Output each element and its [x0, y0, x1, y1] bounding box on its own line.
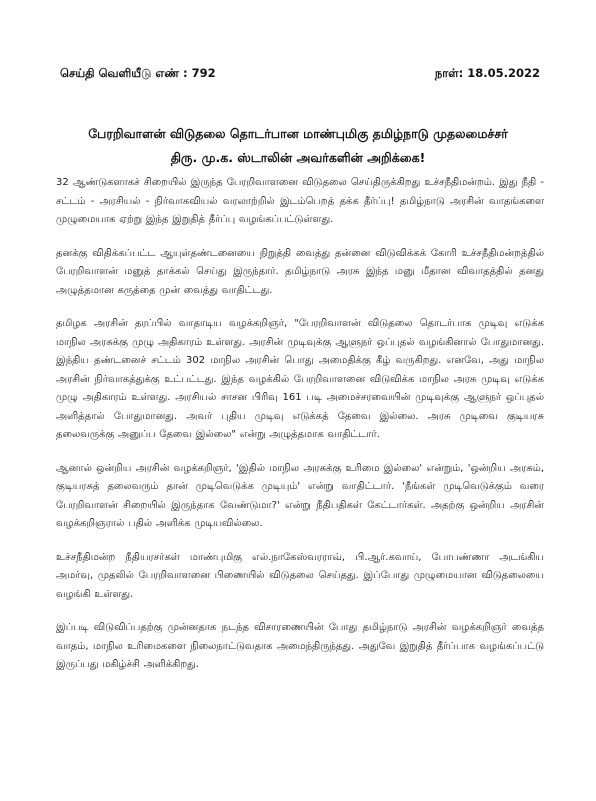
paragraph-2: தனக்கு விதிக்கப்பட்ட ஆயுள்தண்டனையை நிறுத்தி வைத்து தன்னை விடுவிக்கக் கோரி உச்சநீதிமன்றத்தில் பேரறிவாளன் மனுத் தாக்கல் செய்து இருந்தார். தமிழ்நாடு அரசு இந்த மனு மீதான விவாதத்தில் தனது அழுத்தமான கருத்தை முன் வைத்து வாதிட்டது. [56, 247, 544, 296]
release-header [60, 66, 540, 86]
release-date: நாள்: 18.05.2022 [434, 66, 540, 80]
paragraph-3: தமிழக அரசின் தரப்பில் வாதாடிய வழக்கறிஞர், "பேரறிவாளன் விடுதலை தொடர்பாக முடிவு எடுக்க மாநில அரசுக்கு முழு அதிகாரம் உள்ளது. அரசின் முடிவுக்கு ஆளுநர் ஒப்புதல் வழங்கினால் போதுமானது. இந்திய தண்டனைச் சட்டம் 302 மாநில அரசின் பொது அமைதிக்கு கீழ் வருகிறது. எனவே, அது மாநில அரசின் நிர்வாகத்துக்கு உட்பட்டது. இந்த வழக்கில் பேரறிவாளனை விடுவிக்க மாநில அரசு முடிவு எடுக்க முழு அதிகாரம் உள்ளது. அரசியல் சாசன பிரிவு 161 படி அமைச்சரவையின் முடிவுக்கு ஆளுநர் ஒப்புதல் அளித்தால் போதுமானது. அவர் புதிய முடிவு எடுக்கத் தேவை இல்லை. அரசு முடிவை குடியரசு தலைவருக்கு அனுப்ப தேவை இல்லை" என்று அழுத்தமாக வாதிட்டார். [56, 318, 544, 440]
paragraph-1: 32 ஆண்டுகளாகச் சிறையில் இருந்த பேரறிவாளனை விடுதலை செய்திருக்கிறது உச்சநீதிமன்றம். இது நீதி - சட்டம் - அரசியல் - நிர்வாகவியல் வரலாற்றில் இடம்பெறத் தக்க தீர்ப்பு! தமிழ்நாடு அரசின் வாதங்களை முழுமையாக ஏற்று இந்த இறுதித் தீர்ப்பு வழங்கப்பட்டுள்ளது. [56, 177, 544, 225]
title-line-1: பேரறிவாளன் விடுதலை தொடர்பான மாண்புமிகு தமிழ்நாடு முதலமைச்சர் [88, 126, 508, 141]
paragraph-6: இப்படி விடுவிப்பதற்கு முன்னதாக நடந்த விசாரணையின் போது தமிழ்நாடு அரசின் வழக்கறிஞர் வைத்த வாதம், மாநில உரிமைகளை நிலைநாட்டுவதாக அமைந்திருந்தது. அதுவே இறுதித் தீர்ப்பாக வழங்கப்பட்டு இருப்பது மகிழ்ச்சி அளிக்கிறது. [56, 622, 544, 670]
release-number: செய்தி வெளியீடு எண் : 792 [60, 66, 216, 80]
release-title [50, 122, 546, 170]
release-body [56, 174, 544, 690]
paragraph-4: ஆனால் ஒன்றிய அரசின் வழக்கறிஞர், 'இதில் மாநில அரசுக்கு உரிமை இல்லை' என்றும், 'ஒன்றிய அரசும், குடியரசுத் தலைவரும் தான் முடிவெடுக்க முடியும்' என்று வாதிட்டார். 'நீங்கள் முடிவெடுக்கும் வரை பேரறிவாளன் சிறையில் இருந்தாக வேண்டுமா?' என்று நீதிபதிகள் கேட்டார்கள். அதற்கு ஒன்றிய அரசின் வழக்கறிஞரால் பதில் அளிக்க முடியவில்லை. [56, 462, 544, 529]
paragraph-5: உச்சநீதிமன்ற நீதியரசர்கள் மாண்புமிகு எல்.நாகேஸ்வரராவ், பி.ஆர்.கவாய், போபண்ணா அடங்கிய அமர்வு, முதலில் பேரறிவாளனை பிணையில் விடுதலை செய்தது. இப்போது முழுமையான விடுதலையை வழங்கி உள்ளது. [56, 551, 544, 600]
title-line-2: திரு. மு.க. ஸ்டாலின் அவர்களின் அறிக்கை! [170, 150, 426, 165]
